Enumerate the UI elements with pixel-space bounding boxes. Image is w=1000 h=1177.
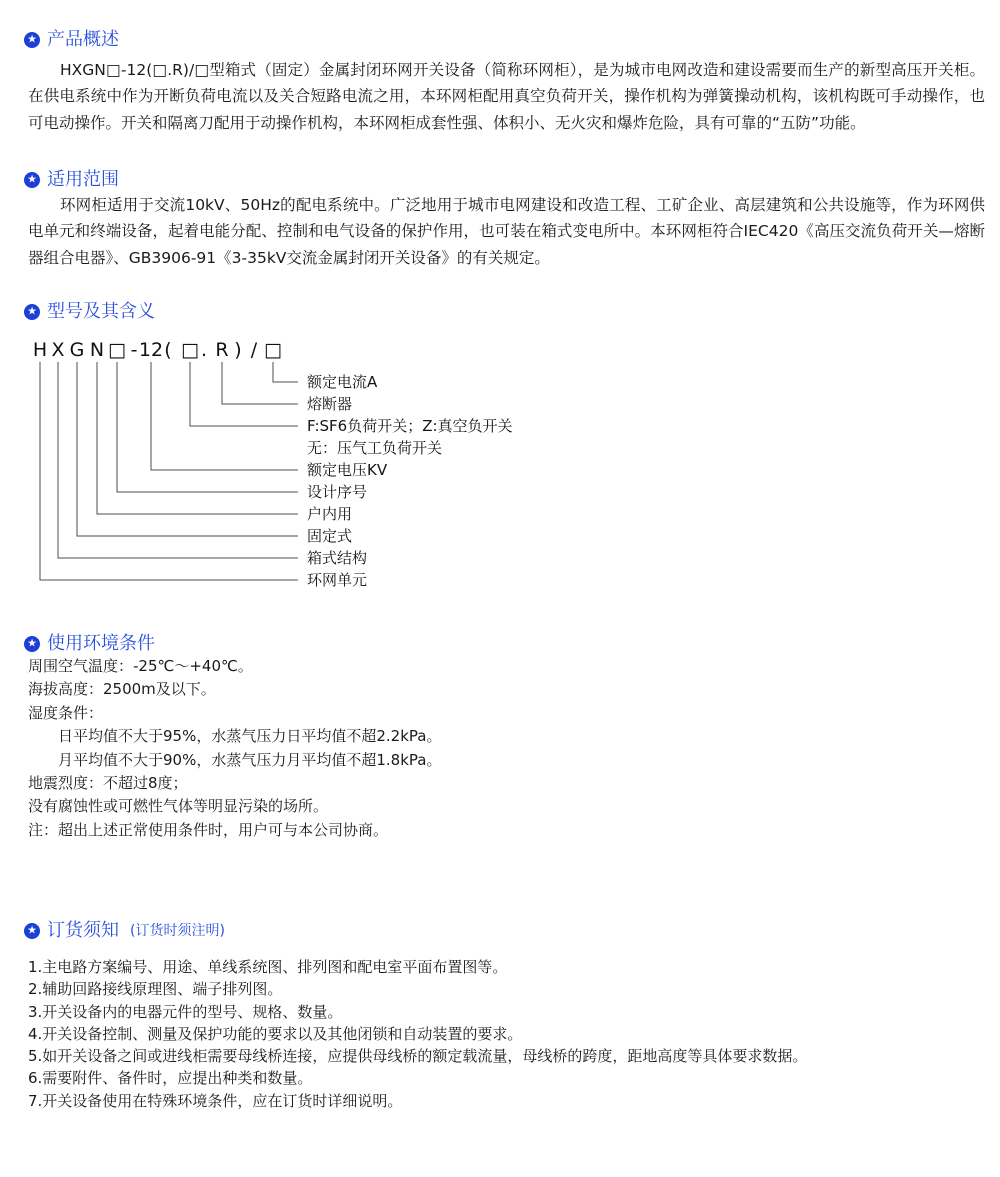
model-char: □ (264, 339, 282, 361)
ordering-subtitle: (订货时须注明) (130, 923, 225, 939)
env-line: 地震烈度：不超过8度； (28, 774, 188, 793)
diagram-connector-line (40, 362, 298, 580)
ordering-item: 1.主电路方案编号、用途、单线系统图、排列图和配电室平面布置图等。 (28, 958, 508, 976)
section-title-environment: 使用环境条件 (47, 633, 155, 654)
env-line: 没有腐蚀性或可燃性气体等明显污染的场所。 (28, 797, 329, 816)
ordering-items-list (28, 956, 985, 1112)
overview-paragraph: HXGN□-12(□.R)/□型箱式（固定）金属封闭环网开关设备（简称环网柜），是为城市电网改造和建设需要而生产的新型高压开关柜。在供电系统中作为开断负荷电流以及关合短路电流之用，本环网柜配用真空负荷开关，操作机构为弹簧操动机构，该机构既可手动操作，也可电动操作。开关和隔离刀配用于动操作机构，本环网柜成套性强、体积小、无火灾和爆炸危险，具有可靠的“五防”功能。 (28, 61, 985, 132)
star-badge-icon (24, 172, 40, 188)
section-heading-environment (24, 633, 155, 655)
env-line: 湿度条件： (28, 703, 104, 722)
model-designation-diagram (20, 330, 730, 598)
section-title-overview: 产品概述 (47, 29, 119, 50)
diagram-label: 熔断器 (307, 395, 353, 413)
model-char: X (51, 339, 65, 361)
model-char: ) (234, 339, 242, 361)
diagram-label: 额定电压KV (307, 461, 388, 479)
model-char: H (32, 339, 48, 361)
star-icon: ★ (27, 923, 37, 937)
section-heading-ordering (24, 920, 225, 942)
ordering-item: 2.辅助回路接线原理图、端子排列图。 (28, 980, 283, 999)
env-line: 日平均值不大于95%，水蒸气压力日平均值不超2.2kPa。 (58, 727, 442, 746)
star-badge-icon (24, 32, 40, 48)
diagram-connector-line (190, 362, 298, 426)
diagram-connector-line (77, 362, 298, 536)
ordering-item: 6.需要附件、备件时，应提出种类和数量。 (28, 1069, 313, 1088)
model-char: . (200, 339, 208, 361)
section-title-model: 型号及其含义 (47, 301, 155, 322)
model-char: - (130, 339, 138, 361)
section-title-ordering: 订货须知 (47, 920, 119, 941)
model-char: R (215, 339, 229, 361)
diagram-label: 环网单元 (307, 571, 368, 589)
application-paragraph: 环网柜适用于交流10kV、50Hz的配电系统中。广泛地用于城市电网建设和改造工程、工矿企业、高层建筑和公共设施等，作为环网供电单元和终端设备，起着电能分配、控制和电气设备的保护作用，也可装在箱式变电所中。本环网柜符合IEC420《高压交流负荷开关—熔断器组合电器》、GB3906-91《3-35kV交流金属封闭开关设备》的有关规定。 (28, 196, 985, 267)
diagram-label: 固定式 (307, 527, 353, 545)
ordering-item: 5.如开关设备之间或进线柜需要母线桥连接，应提供母线桥的额定载流量，母线桥的跨度，距地高度等具体要求数据。 (28, 1047, 808, 1066)
diagram-label: F:SF6负荷开关；Z:真空负开关 (307, 417, 513, 435)
diagram-label: 无：压气工负荷开关 (307, 439, 443, 457)
star-icon: ★ (27, 304, 37, 318)
star-badge-icon (24, 923, 40, 939)
section-heading-overview (24, 29, 119, 51)
diagram-connector-line (222, 362, 298, 404)
section-heading-model (24, 301, 155, 323)
model-char: □ (108, 339, 126, 361)
section-heading-application (24, 169, 119, 191)
star-icon: ★ (27, 172, 37, 186)
ordering-item: 4.开关设备控制、测量及保护功能的要求以及其他闭锁和自动装置的要求。 (28, 1024, 523, 1043)
diagram-label: 箱式结构 (307, 549, 368, 567)
ordering-item: 7.开关设备使用在特殊环境条件，应在订货时详细说明。 (28, 1091, 403, 1110)
env-line: 海拔高度：2500m及以下。 (28, 680, 216, 699)
model-char: □ (181, 339, 199, 361)
diagram-connector-line (58, 362, 298, 558)
diagram-connector-line (117, 362, 298, 492)
diagram-label: 额定电流A (307, 373, 378, 391)
environment-conditions-list (28, 655, 968, 842)
model-char: / (250, 339, 258, 361)
diagram-label: 设计序号 (307, 483, 368, 501)
model-char: ( (164, 339, 172, 361)
diagram-label: 户内用 (307, 505, 353, 523)
diagram-connector-line (97, 362, 298, 514)
ordering-item: 3.开关设备内的电器元件的型号、规格、数量。 (28, 1002, 343, 1021)
diagram-connector-line (151, 362, 298, 470)
section-title-application: 适用范围 (47, 169, 119, 190)
star-icon: ★ (27, 636, 37, 650)
star-badge-icon (24, 636, 40, 652)
diagram-connector-line (273, 362, 298, 382)
env-line: 月平均值不大于90%，水蒸气压力月平均值不超1.8kPa。 (58, 750, 442, 769)
star-icon: ★ (27, 32, 37, 46)
model-char: 12 (138, 339, 164, 361)
star-badge-icon (24, 304, 40, 320)
model-char: G (69, 339, 85, 361)
env-line: 注：超出上述正常使用条件时，用户可与本公司协商。 (28, 820, 389, 839)
env-line: 周围空气温度：-25℃～+40℃。 (28, 657, 253, 675)
model-char: N (89, 339, 105, 361)
